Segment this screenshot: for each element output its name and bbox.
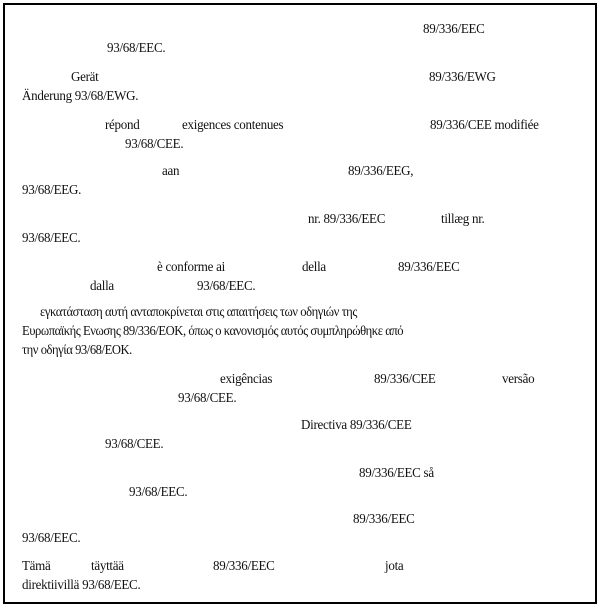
- amendment-ref: direktiivillä 93/68/EEC.: [22, 578, 141, 593]
- directive-ref: 89/336/EEC så: [359, 466, 434, 481]
- directive-ref: 89/336/EEC: [423, 22, 485, 37]
- directive-ref: Directiva 89/336/CEE: [301, 418, 412, 433]
- text-fragment: aan: [162, 164, 180, 179]
- directive-ref: 89/336/CEE: [374, 372, 436, 387]
- amendment-ref: Änderung 93/68/EWG.: [22, 89, 139, 104]
- amendment-ref: 93/68/EEC.: [22, 531, 81, 546]
- amendment-ref: 93/68/CEE.: [125, 137, 184, 152]
- amendment-ref: 93/68/EEC.: [129, 485, 188, 500]
- directive-ref: 89/336/EEC: [398, 260, 460, 275]
- directive-ref: 89/336/EEC: [353, 512, 415, 527]
- amendment-ref: 93/68/EEC.: [197, 279, 256, 294]
- amendment-ref: 93/68/EEC.: [22, 231, 81, 246]
- text-fragment: è conforme ai: [157, 260, 225, 275]
- text-fragment: dalla: [90, 279, 114, 294]
- text-line: Ευρωπαϊκής Ενωσης 89/336/ΕΟΚ, όπως ο κανονισμός αυτός συμπληρώθηκε από: [22, 324, 404, 339]
- text-fragment: tillæg nr.: [441, 212, 485, 227]
- directive-ref: 89/336/EEG,: [348, 164, 414, 179]
- text-fragment: Tämä: [22, 559, 51, 574]
- directive-ref: 89/336/EEC: [213, 559, 275, 574]
- directive-ref: 89/336/CEE modifiée: [430, 118, 539, 133]
- text-line: την οδηγία 93/68/ΕΟΚ.: [22, 343, 132, 358]
- amendment-ref: 93/68/CEE.: [178, 391, 237, 406]
- text-fragment: répond: [105, 118, 140, 133]
- amendment-ref: 93/68/EEC.: [107, 41, 166, 56]
- amendment-ref: 93/68/EEG.: [22, 183, 82, 198]
- text-fragment: jota: [385, 559, 404, 574]
- directive-ref: 89/336/EWG: [429, 70, 496, 85]
- amendment-ref: 93/68/CEE.: [105, 437, 164, 452]
- text-line: εγκατάσταση αυτή ανταποκρίνεται στις απαιτήσεις των οδηγιών της: [40, 305, 357, 320]
- text-fragment: versão: [502, 372, 535, 387]
- text-fragment: della: [302, 260, 326, 275]
- text-fragment: Gerät: [71, 70, 99, 85]
- directive-ref: nr. 89/336/EEC: [308, 212, 386, 227]
- declaration-of-conformity-page: [3, 3, 597, 604]
- text-fragment: exigências: [220, 372, 273, 387]
- text-fragment: täyttää: [91, 559, 124, 574]
- text-fragment: exigences contenues: [182, 118, 284, 133]
